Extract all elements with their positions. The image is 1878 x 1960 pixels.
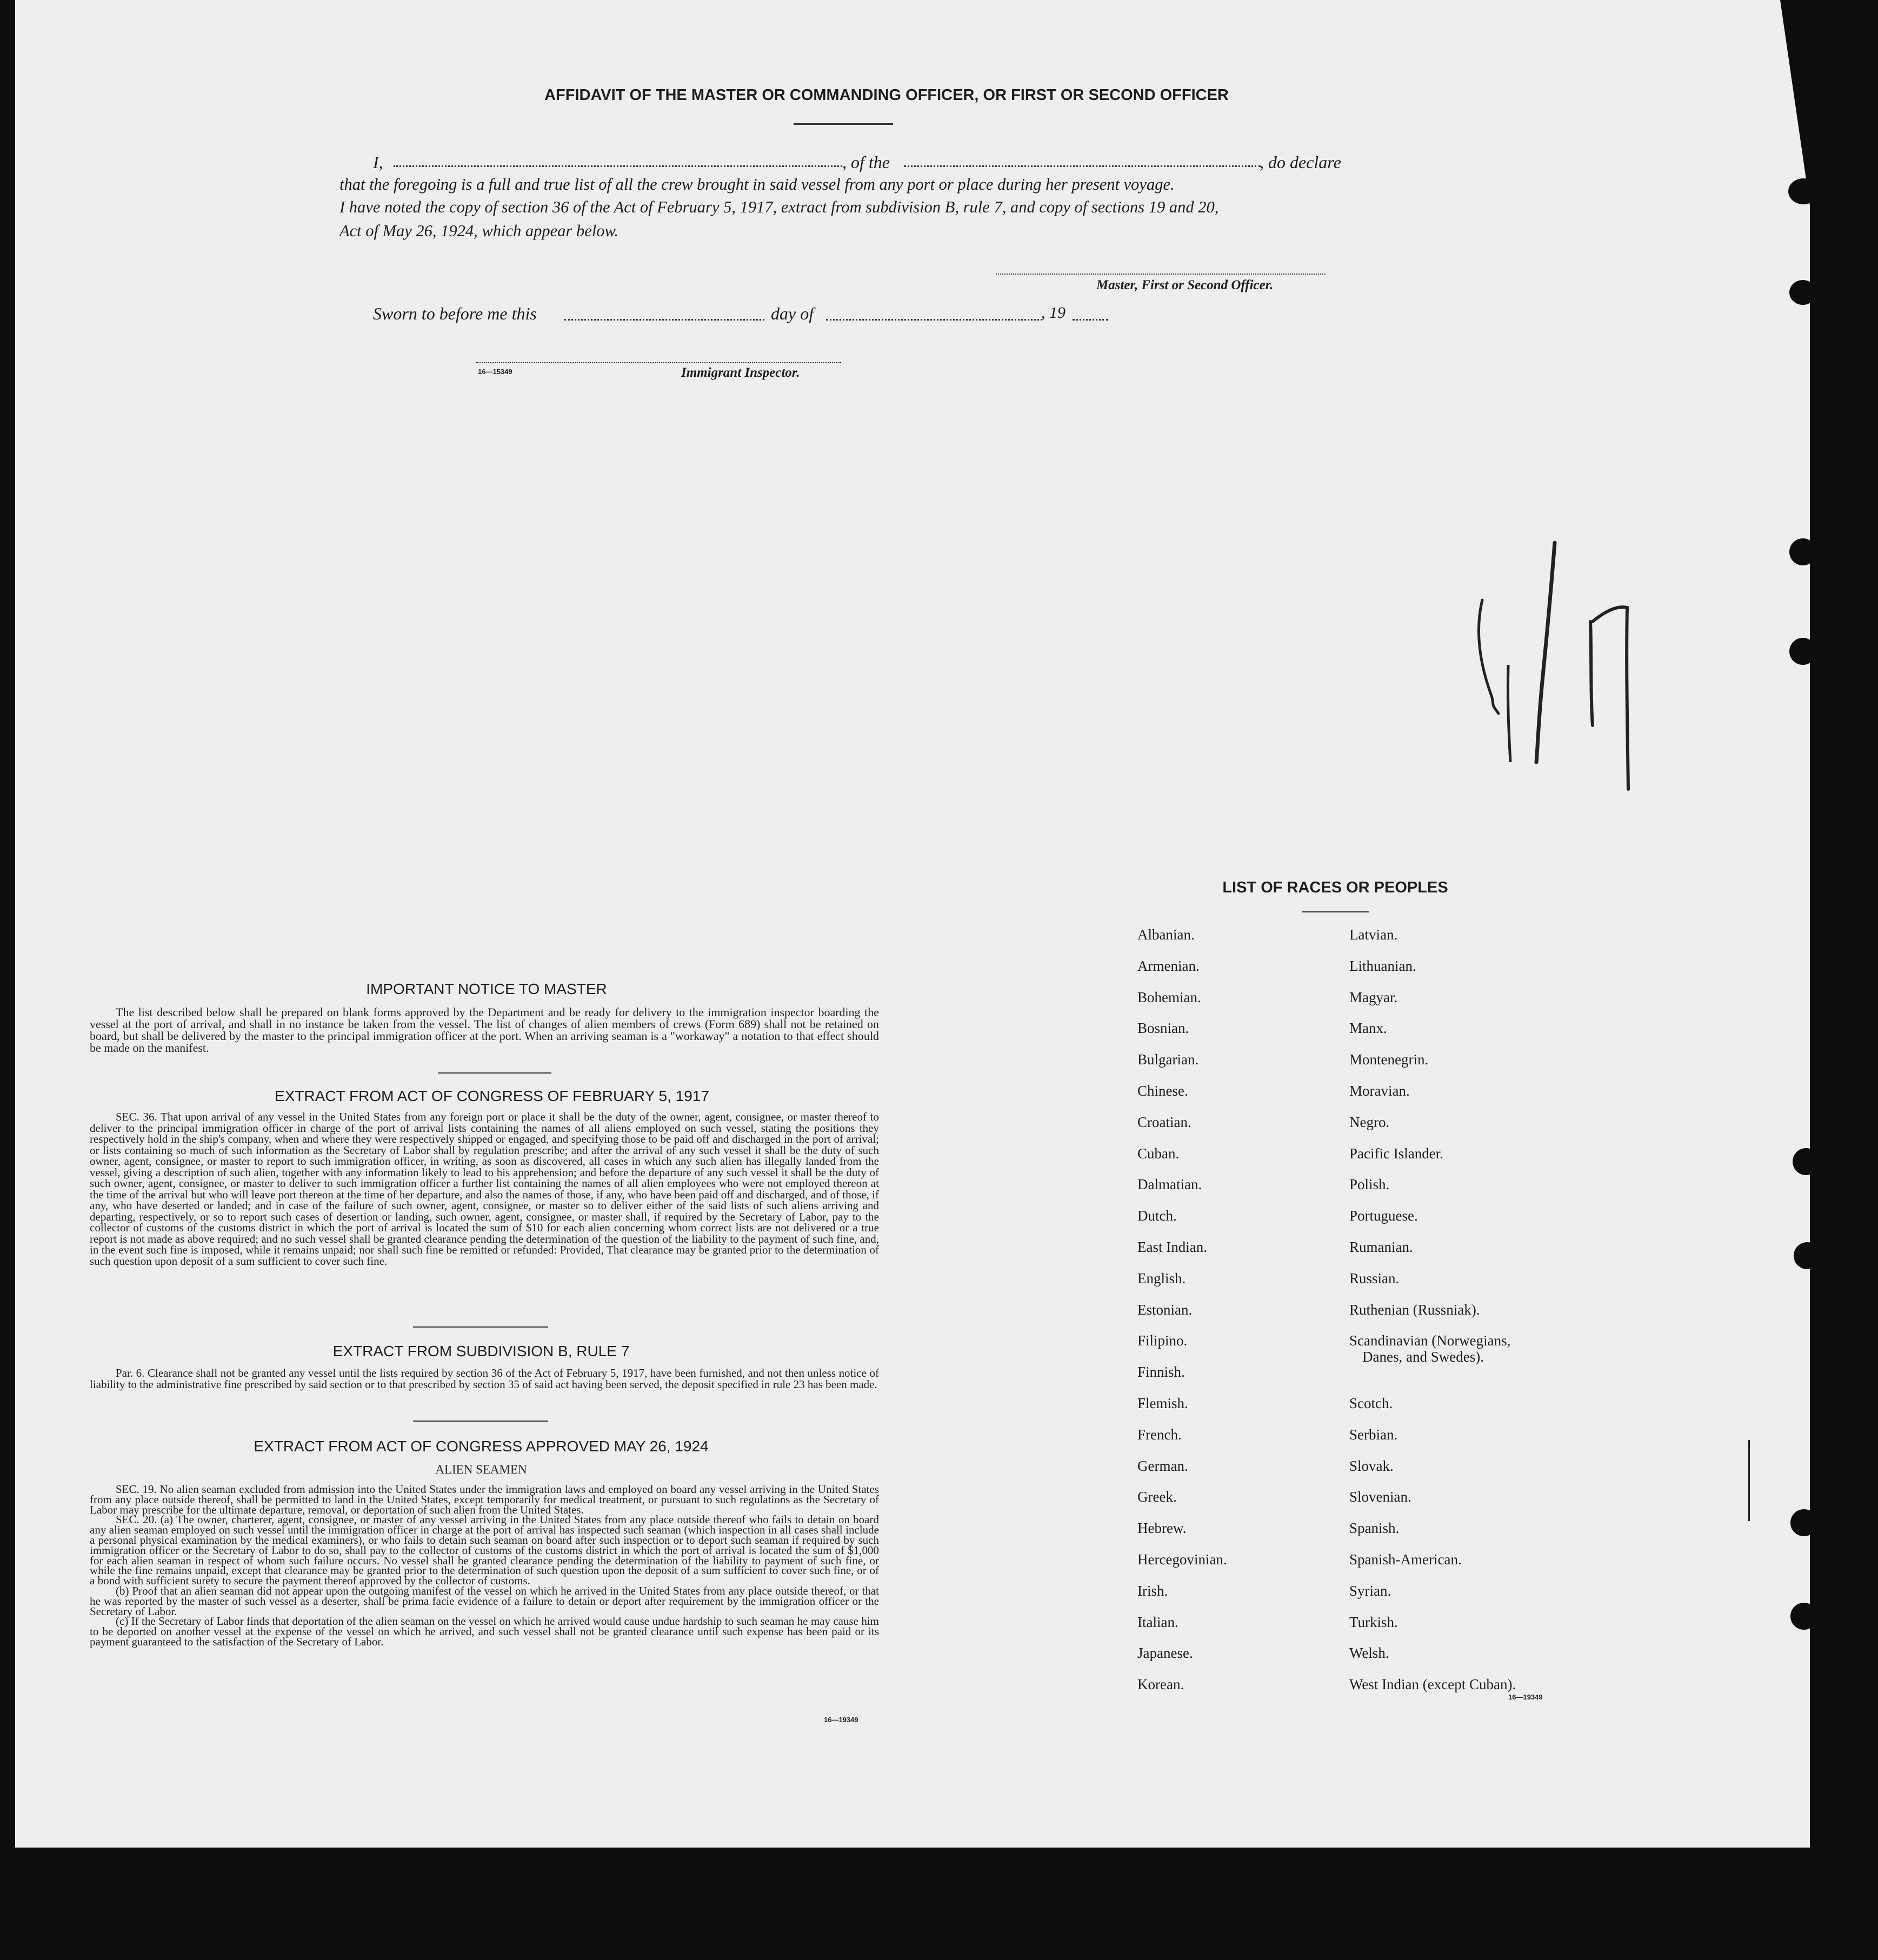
- race-item: Irish.: [1137, 1582, 1168, 1599]
- race-item: Italian.: [1137, 1614, 1178, 1630]
- race-item: Ruthenian (Russniak).: [1349, 1301, 1480, 1318]
- race-item: Slovak.: [1349, 1457, 1394, 1474]
- extract-1917-title: EXTRACT FROM ACT OF CONGRESS OF FEBRUARY 5, 1917: [275, 1088, 709, 1104]
- race-item: Welsh.: [1349, 1645, 1389, 1662]
- race-item: Bulgarian.: [1137, 1051, 1199, 1068]
- affidavit-title: AFFIDAVIT OF THE MASTER OR COMMANDING OFFICER, OR FIRST OR SECOND OFFICER: [544, 86, 1229, 104]
- race-item: Hercegovinian.: [1137, 1551, 1227, 1568]
- punch-hole: [1790, 1603, 1817, 1630]
- race-item: Flemish.: [1137, 1395, 1188, 1411]
- race-item-continuation: Danes, and Swedes).: [1362, 1349, 1484, 1365]
- form-number: 16—15349: [478, 368, 512, 376]
- punch-hole: [1789, 538, 1816, 565]
- punch-hole: [1788, 178, 1819, 204]
- races-divider: [1302, 911, 1369, 912]
- race-item: Finnish.: [1137, 1364, 1185, 1381]
- race-item: Dalmatian.: [1137, 1176, 1202, 1193]
- race-item: Dutch.: [1137, 1208, 1177, 1224]
- race-item: Filipino.: [1137, 1332, 1188, 1349]
- races-title: LIST OF RACES OR PEOPLES: [1222, 879, 1448, 896]
- race-item: Manx.: [1349, 1020, 1387, 1037]
- form-number: 16—19349: [824, 1716, 858, 1724]
- race-item: Korean.: [1137, 1676, 1184, 1693]
- punch-hole: [1789, 638, 1816, 665]
- section-20a-paragraph: SEC. 20. (a) The owner, charterer, agent, consignee, or master of any vessel arriving in the United States from any place outside thereof who fails to detain on board any alien seaman employed on such vessel until the immigration officer in charge at the port of arrival has inspected such seaman (which inspection in all cases shall include a personal physical examination by the medical examiners), or who fails to detain such seaman on board after such inspection or to deport such seaman if required by such immigration officer or the Secretary of Labor to do so, shall pay to the collector of customs of the customs district in which the port of arrival is located the sum of $1,000 for each alien seaman in respect of whom such failure occurs. No vessel shall be granted clearance pending the determination of the liability to payment of such fine, or while the fine remains unpaid, except that clearance may be granted prior to the determination of such question upon the deposit of a sum sufficient to cover such fine, or of a bond with sufficient surety to secure the payment thereof approved by the collector of customs.: [90, 1513, 879, 1588]
- inspector-label: Immigrant Inspector.: [681, 365, 800, 380]
- notice-title: IMPORTANT NOTICE TO MASTER: [366, 981, 607, 997]
- year-label: , 19: [1041, 304, 1065, 322]
- signature-field[interactable]: [996, 274, 1326, 275]
- race-item: West Indian (except Cuban).: [1349, 1676, 1516, 1693]
- race-item: English.: [1137, 1270, 1186, 1286]
- sworn-day-field[interactable]: [564, 319, 764, 321]
- day-of-label: day of: [771, 304, 814, 323]
- race-item: Cuban.: [1137, 1145, 1180, 1162]
- section-divider: [413, 1326, 548, 1328]
- race-item: Spanish-American.: [1349, 1551, 1462, 1568]
- sworn-label: Sworn to before me this: [373, 304, 537, 323]
- race-item: Magyar.: [1349, 989, 1398, 1005]
- section-20c-paragraph: (c) If the Secretary of Labor finds that deportation of the alien seaman on the vessel on which he arrived would cause undue hardship to such seaman he may cause him to be deported on another vessel at the expense of the vessel on which he arrived, and such vessel shall not be granted clearance until such expense has been paid or its payment guaranteed to the satisfaction of the Secretary of Labor.: [90, 1615, 879, 1648]
- vessel-field[interactable]: [904, 165, 1261, 167]
- inspector-signature-field[interactable]: [476, 362, 841, 363]
- race-item: Estonian.: [1137, 1301, 1193, 1318]
- race-item: Portuguese.: [1349, 1208, 1418, 1224]
- race-item: Greek.: [1137, 1489, 1177, 1505]
- extract-1917-text: [90, 1111, 879, 1266]
- race-item: Croatian.: [1137, 1114, 1191, 1130]
- race-item: Polish.: [1349, 1176, 1390, 1193]
- race-item: Bohemian.: [1137, 989, 1201, 1005]
- section-20b-paragraph: (b) Proof that an alien seaman did not appear upon the outgoing manifest of the vessel on which he arrived in the United States from any place outside thereof, or that he was reported by the master of such vessel as a deserter, shall be prima facie evidence of a failure to detain or deport after requirement by the immigration officer or the Secretary of Labor.: [90, 1584, 879, 1618]
- affidavit-line-2: that the foregoing is a full and true list of all the crew brought in said vessel from any port or place during her present voyage.: [339, 175, 1175, 194]
- race-item: Russian.: [1349, 1270, 1400, 1286]
- race-item: Pacific Islander.: [1349, 1145, 1443, 1162]
- affidavit-i: I,: [373, 152, 383, 172]
- affidavit-line-3: I have noted the copy of section 36 of the Act of February 5, 1917, extract from subdivision B, rule 7, and copy of sections 19 and 20,: [339, 198, 1219, 216]
- affidavit-declare: , do declare: [1260, 152, 1341, 172]
- section-divider: [413, 1421, 548, 1422]
- race-item: Hebrew.: [1137, 1520, 1187, 1537]
- section-divider: [438, 1072, 551, 1074]
- race-item: German.: [1137, 1457, 1188, 1474]
- race-item: East Indian.: [1137, 1239, 1207, 1255]
- race-item: Rumanian.: [1349, 1239, 1413, 1255]
- paragraph-6: Par. 6. Clearance shall not be granted any vessel until the lists required by section 36 of the Act of February 5, 1917, have been furnished, and not then unless notice of liability to the administrative fine prescribed by said section or to that prescribed by section 35 of said act having been served, the deposit specified in rule 23 has been made.: [90, 1366, 879, 1391]
- race-item: French.: [1137, 1426, 1182, 1443]
- extract-1924-text: [90, 1484, 879, 1647]
- punch-hole: [1789, 280, 1816, 305]
- race-item: Serbian.: [1349, 1426, 1398, 1443]
- punch-hole: [1793, 1148, 1820, 1175]
- signature-label: Master, First or Second Officer.: [1096, 278, 1274, 292]
- race-item: Scandinavian (Norwegians,: [1349, 1332, 1511, 1349]
- extract-1924-title: EXTRACT FROM ACT OF CONGRESS APPROVED MAY 26, 1924: [254, 1438, 709, 1455]
- race-item: Albanian.: [1137, 926, 1195, 943]
- subdivision-text: [90, 1368, 879, 1390]
- race-item: Negro.: [1349, 1114, 1390, 1130]
- race-item: Montenegrin.: [1349, 1051, 1429, 1068]
- margin-line: [1748, 1440, 1750, 1521]
- subdivision-title: EXTRACT FROM SUBDIVISION B, RULE 7: [332, 1343, 630, 1359]
- sworn-month-field[interactable]: [826, 319, 1042, 321]
- handwritten-mark: [1470, 535, 1633, 805]
- race-item: Armenian.: [1137, 957, 1200, 974]
- section-36-paragraph: SEC. 36. That upon arrival of any vessel in the United States from any foreign port or place it shall be the duty of the owner, agent, consignee, or master thereof to deliver to the principal immigration officer in charge of the port of arrival lists containing the names of all aliens employed on such vessel, stating the positions they respectively hold in the ship's company, when and where they were respectively shipped or engaged, and specifying those to be paid off and discharged in the port of arrival; or lists containing so much of such information as the Secretary of Labor shall by regulation prescribe; and after the arrival of any such vessel it shall be the duty of such owner, agent, consignee, or master to report to such immigration officer, in writing, as soon as discovered, all cases in which any such alien has illegally landed from the vessel, giving a description of such alien, together with any information likely to lead to his apprehension; and before the departure of any such vessel it shall be the duty of such owner, agent, consignee, or master to deliver to such immigration officer a further list containing the names of all alien employees who were not employed thereon at the time of the arrival but who will leave port thereon at the time of her departure, and also the names of those, if any, who have been paid off and discharged, and of those, if any, who have deserted or landed; and in case of the failure of such owner, agent, consignee, or master so to deliver either of the said lists of such aliens arriving and departing, respectively, or so to report such cases of desertion or landing, such owner, agent, consignee, or master shall, if required by the Secretary of Labor, pay to the collector of customs of the customs district in which the port of arrival is located the sum of $10 for each alien concerning whom correct lists are not delivered or a true report is not made as above required; and no such vessel shall be granted clearance pending the determination of the question of the liability to the payment of such fine, and, in the event such fine is imposed, while it remains unpaid; nor shall such fine be remitted or refunded: Provided, That clearance may be granted prior to the determination of such question upon deposit of a sum sufficient to cover such fine.: [90, 1110, 879, 1268]
- affidavit-line-4: Act of May 26, 1924, which appear below.: [339, 222, 619, 240]
- title-divider: [794, 123, 893, 125]
- section-19-paragraph: SEC. 19. No alien seaman excluded from admission into the United States under the immigration laws and employed on board any vessel arriving in the United States from any place outside thereof, shall be permitted to land in the United States, except temporarily for medical treatment, or pursuant to such regulations as the Secretary of Labor may prescribe for the ultimate departure, removal, or deportation of such alien from the United States.: [90, 1483, 879, 1516]
- name-field[interactable]: [394, 165, 842, 167]
- race-item: Scotch.: [1349, 1395, 1393, 1411]
- race-item: Latvian.: [1349, 926, 1398, 943]
- race-item: Lithuanian.: [1349, 957, 1416, 974]
- race-item: Chinese.: [1137, 1083, 1188, 1099]
- punch-hole: [1790, 1509, 1817, 1536]
- sworn-year-field[interactable]: [1073, 319, 1108, 321]
- form-number: 16—19349: [1508, 1693, 1543, 1701]
- race-item: Syrian.: [1349, 1582, 1391, 1599]
- race-item: Spanish.: [1349, 1520, 1400, 1537]
- race-item: Turkish.: [1349, 1614, 1398, 1630]
- affidavit-of-the: , of the: [842, 152, 890, 172]
- punch-hole: [1794, 1242, 1821, 1269]
- alien-seamen-subtitle: ALIEN SEAMEN: [435, 1463, 527, 1476]
- notice-paragraph: The list described below shall be prepared on blank forms approved by the Department and be ready for delivery to the immigration inspector boarding the vessel at the port of arrival, and shall in no instance be taken from the vessel. The list of changes of alien members of crews (Form 689) shall not be retained on board, but shall be delivered by the master to the principal immigration officer at the port. When an arriving seaman is a "workaway" a notation to that effect should be made on the manifest.: [90, 1005, 879, 1055]
- race-item: Slovenian.: [1349, 1489, 1411, 1505]
- race-item: Moravian.: [1349, 1083, 1410, 1099]
- notice-text: [90, 1006, 879, 1054]
- race-item: Bosnian.: [1137, 1020, 1189, 1037]
- race-item: Japanese.: [1137, 1645, 1193, 1662]
